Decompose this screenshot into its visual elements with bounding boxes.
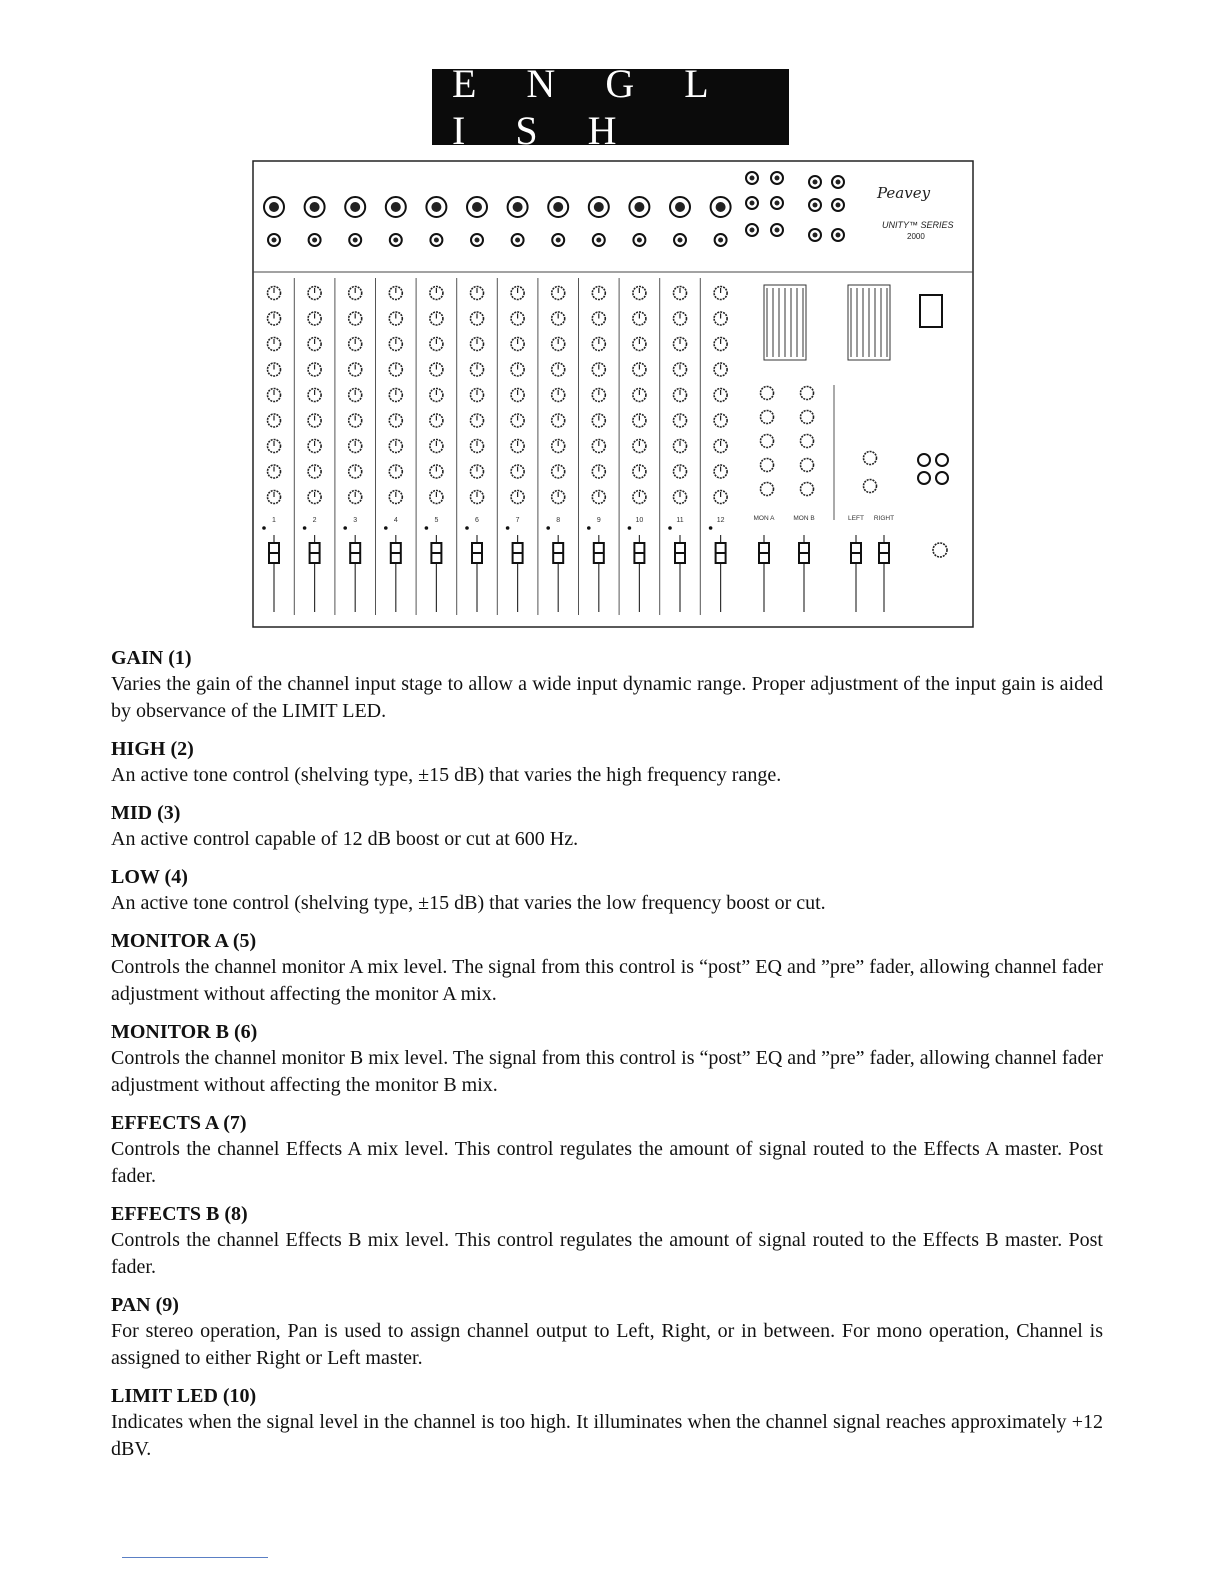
section-title: HIGH (2) bbox=[111, 738, 194, 760]
channel-number: 3 bbox=[353, 517, 358, 524]
xlr-input-center bbox=[391, 202, 401, 212]
master-knob bbox=[801, 435, 814, 448]
output-jack-center bbox=[750, 201, 755, 206]
line-input-center bbox=[434, 238, 439, 243]
master-knob bbox=[801, 387, 814, 400]
output-jack-center bbox=[813, 233, 818, 238]
channel-number: 5 bbox=[434, 517, 439, 524]
control-section bbox=[111, 1292, 1103, 1372]
channel-number: 7 bbox=[515, 517, 520, 524]
control-section bbox=[111, 1019, 1103, 1099]
section-body: Controls the channel Effects A mix level. This control regulates the amount of signal routed to the Effects A master. Post fader. bbox=[111, 1138, 1103, 1187]
section-body: Controls the channel Effects B mix level. This control regulates the amount of signal routed to the Effects B master. Post fader. bbox=[111, 1229, 1103, 1278]
control-section bbox=[111, 1110, 1103, 1190]
section-title: EFFECTS A (7) bbox=[111, 1112, 247, 1134]
line-input-center bbox=[312, 238, 317, 243]
brand-logo-text: Peavey bbox=[877, 184, 931, 202]
section-body: An active tone control (shelving type, ±15 dB) that varies the high frequency range. bbox=[111, 764, 782, 786]
channel-number: 4 bbox=[393, 517, 398, 524]
rca-jack bbox=[936, 454, 948, 466]
channel-number: 6 bbox=[475, 517, 479, 524]
limit-led bbox=[506, 526, 510, 530]
channel-number: 2 bbox=[312, 517, 317, 524]
output-jack-center bbox=[775, 176, 780, 181]
xlr-input-center bbox=[472, 202, 482, 212]
limit-led bbox=[303, 526, 307, 530]
master-knob bbox=[864, 452, 877, 465]
section-title: LIMIT LED (10) bbox=[111, 1385, 257, 1407]
limit-led bbox=[343, 526, 347, 530]
control-section bbox=[111, 864, 1103, 917]
section-title: MID (3) bbox=[111, 802, 181, 824]
line-input-center bbox=[678, 238, 683, 243]
master-knob bbox=[864, 480, 877, 493]
line-input-center bbox=[353, 238, 358, 243]
section-body: Indicates when the signal level in the channel is too high. It illuminates when the channel signal reaches approximately +12 dBV. bbox=[111, 1411, 1103, 1460]
master-knob bbox=[761, 411, 774, 424]
xlr-input-center bbox=[675, 202, 685, 212]
section-title: MONITOR A (5) bbox=[111, 930, 257, 952]
output-jack-center bbox=[775, 228, 780, 233]
channel-number: 8 bbox=[556, 517, 561, 524]
output-jack-center bbox=[836, 233, 841, 238]
xlr-input-center bbox=[716, 202, 726, 212]
limit-led bbox=[709, 526, 713, 530]
series-label: UNITY™ SERIES bbox=[882, 220, 954, 230]
control-section bbox=[111, 800, 1103, 853]
master-knob bbox=[801, 459, 814, 472]
rca-jack bbox=[936, 472, 948, 484]
model-label: 2000 bbox=[907, 232, 925, 241]
mixer-diagram bbox=[252, 160, 974, 628]
control-section bbox=[111, 1201, 1103, 1281]
xlr-input-center bbox=[310, 202, 320, 212]
output-jack-center bbox=[775, 201, 780, 206]
limit-led bbox=[262, 526, 266, 530]
output-jack-center bbox=[836, 203, 841, 208]
section-title: LOW (4) bbox=[111, 866, 188, 888]
channel-number: 12 bbox=[716, 517, 725, 524]
document-body bbox=[111, 645, 1103, 1474]
limit-led bbox=[465, 526, 469, 530]
section-body: Varies the gain of the channel input stage to allow a wide input dynamic range. Proper adjustment of the input gain is aided by observance of the LIMIT LED. bbox=[111, 673, 1103, 722]
master-label: MON B bbox=[793, 515, 815, 522]
rca-jack bbox=[918, 454, 930, 466]
footer-rule bbox=[122, 1557, 268, 1558]
line-input-center bbox=[393, 238, 398, 243]
line-input-center bbox=[272, 238, 277, 243]
section-title: PAN (9) bbox=[111, 1294, 179, 1316]
section-body: Controls the channel monitor B mix level. The signal from this control is “post” EQ and ”pre” fader, allowing channel fader adjustment without affecting the monitor B mix. bbox=[111, 1047, 1103, 1096]
limit-led bbox=[668, 526, 672, 530]
line-input-center bbox=[596, 238, 601, 243]
control-section bbox=[111, 645, 1103, 725]
limit-led bbox=[384, 526, 388, 530]
output-jack-center bbox=[813, 180, 818, 185]
rca-jack bbox=[918, 472, 930, 484]
channel-number: 1 bbox=[272, 517, 276, 524]
master-knob bbox=[761, 459, 774, 472]
limit-led bbox=[587, 526, 591, 530]
xlr-input-center bbox=[269, 202, 279, 212]
limit-led bbox=[546, 526, 550, 530]
master-knob bbox=[761, 387, 774, 400]
output-jack-center bbox=[750, 228, 755, 233]
output-jack-center bbox=[750, 176, 755, 181]
xlr-input-center bbox=[594, 202, 604, 212]
master-label: RIGHT bbox=[873, 515, 895, 522]
line-input-center bbox=[515, 238, 520, 243]
section-title: GAIN (1) bbox=[111, 647, 192, 669]
section-body: An active control capable of 12 dB boost or cut at 600 Hz. bbox=[111, 828, 579, 850]
section-title: EFFECTS B (8) bbox=[111, 1203, 248, 1225]
control-section bbox=[111, 928, 1103, 1008]
xlr-input-center bbox=[634, 202, 644, 212]
xlr-input-center bbox=[431, 202, 441, 212]
channel-number: 9 bbox=[596, 517, 601, 524]
section-body: Controls the channel monitor A mix level. The signal from this control is “post” EQ and ”pre” fader, allowing channel fader adjustment without affecting the monitor A mix. bbox=[111, 956, 1103, 1005]
line-input-center bbox=[718, 238, 723, 243]
control-section bbox=[111, 1383, 1103, 1463]
master-label: LEFT bbox=[848, 515, 864, 522]
xlr-input-center bbox=[513, 202, 523, 212]
xlr-input-center bbox=[350, 202, 360, 212]
xlr-input-center bbox=[553, 202, 563, 212]
limit-led bbox=[628, 526, 632, 530]
channel-number: 11 bbox=[676, 517, 684, 524]
master-knob bbox=[761, 435, 774, 448]
channel-number: 10 bbox=[635, 517, 644, 524]
limit-led bbox=[425, 526, 429, 530]
section-body: For stereo operation, Pan is used to assign channel output to Left, Right, or in between. For mono operation, Channel is assigned to either Right or Left master. bbox=[111, 1320, 1103, 1369]
page-banner: E N G L I S H bbox=[432, 69, 789, 145]
section-title: MONITOR B (6) bbox=[111, 1021, 258, 1043]
section-body: An active tone control (shelving type, ±15 dB) that varies the low frequency boost or cut. bbox=[111, 892, 826, 914]
power-switch bbox=[920, 295, 942, 327]
output-jack-center bbox=[813, 203, 818, 208]
master-knob bbox=[761, 483, 774, 496]
master-knob bbox=[801, 411, 814, 424]
line-input-center bbox=[475, 238, 480, 243]
output-jack-center bbox=[836, 180, 841, 185]
headphone-knob bbox=[933, 543, 947, 557]
line-input-center bbox=[637, 238, 642, 243]
master-label: MON A bbox=[753, 515, 775, 522]
control-section bbox=[111, 736, 1103, 789]
master-knob bbox=[801, 483, 814, 496]
line-input-center bbox=[556, 238, 561, 243]
